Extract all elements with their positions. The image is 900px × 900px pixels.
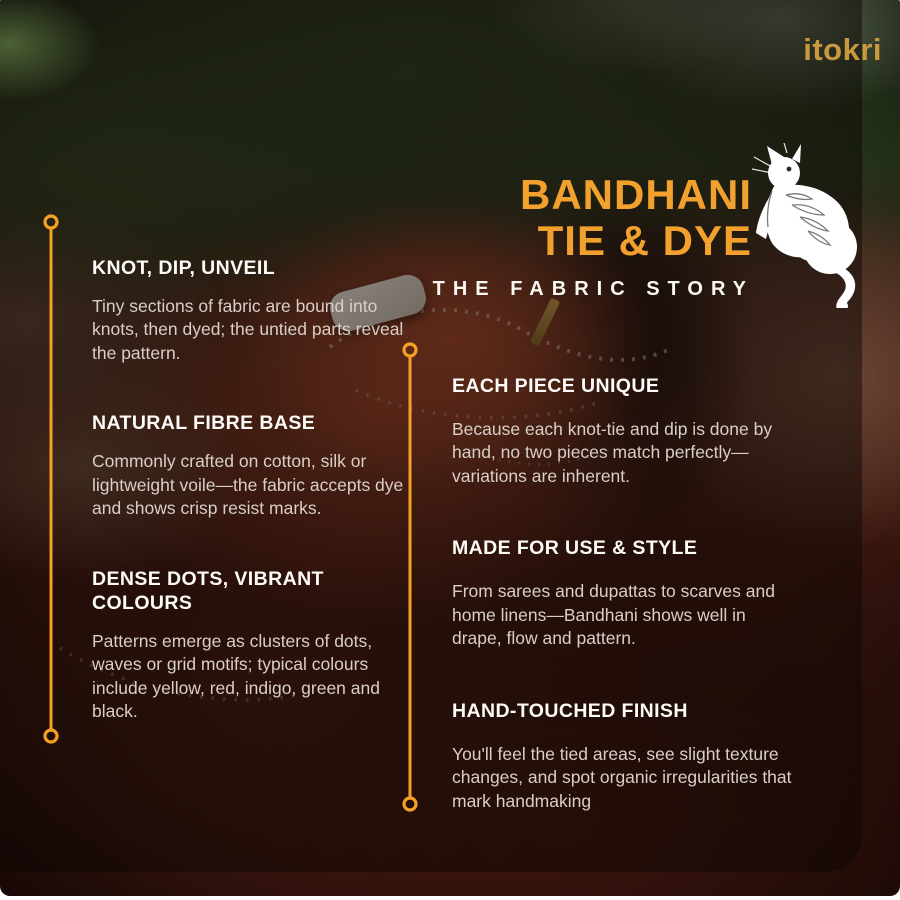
page-title (520, 172, 752, 264)
section-made-for-use-style (452, 536, 797, 650)
timeline-left (42, 213, 60, 745)
title-line-1: BANDHANI (520, 171, 752, 218)
section-body: Because each knot-tie and dip is done by hand, no two pieces match perfectly—variations are inherent. (452, 419, 773, 486)
section-body: You'll feel the tied areas, see slight texture changes, and spot organic irregularities that mark handmaking (452, 743, 792, 811)
section-dense-dots-vibrant-colours (92, 567, 404, 724)
section-heading: MADE FOR USE & STYLE (452, 537, 698, 560)
section-natural-fibre-base (92, 411, 404, 520)
section-body: Commonly crafted on cotton, silk or lightweight voile—the fabric accepts dye and shows crisp resist marks. (92, 451, 404, 519)
right-column (452, 374, 797, 861)
itokri-logo: itokri (803, 32, 882, 67)
section-body: Patterns emerge as clusters of dots, waves or grid motifs; typical colours include yellow, red, indigo, green and black. (92, 630, 380, 721)
section-knot-dip-unveil (92, 256, 404, 365)
section-heading: EACH PIECE UNIQUE (452, 375, 660, 397)
section-hand-touched-finish (452, 699, 797, 813)
page-subtitle: THE FABRIC STORY (432, 278, 754, 300)
section-heading: KNOT, DIP, UNVEIL (92, 257, 276, 279)
section-heading: NATURAL FIBRE BASE (92, 412, 316, 435)
section-body: Tiny sections of fabric are bound into knots, then dyed; the untied parts reveal the pattern. (92, 296, 404, 363)
section-body: From sarees and dupattas to scarves and home linens—Bandhani shows well in drape, flow and pattern. (452, 581, 775, 649)
cat-illustration (742, 143, 892, 308)
section-heading: DENSE DOTS, VIBRANT COLOURS (92, 567, 324, 614)
left-column (92, 256, 404, 769)
title-line-2: TIE & DYE (537, 217, 752, 264)
section-heading: HAND-TOUCHED FINISH (452, 699, 688, 722)
section-each-piece-unique (452, 374, 797, 488)
